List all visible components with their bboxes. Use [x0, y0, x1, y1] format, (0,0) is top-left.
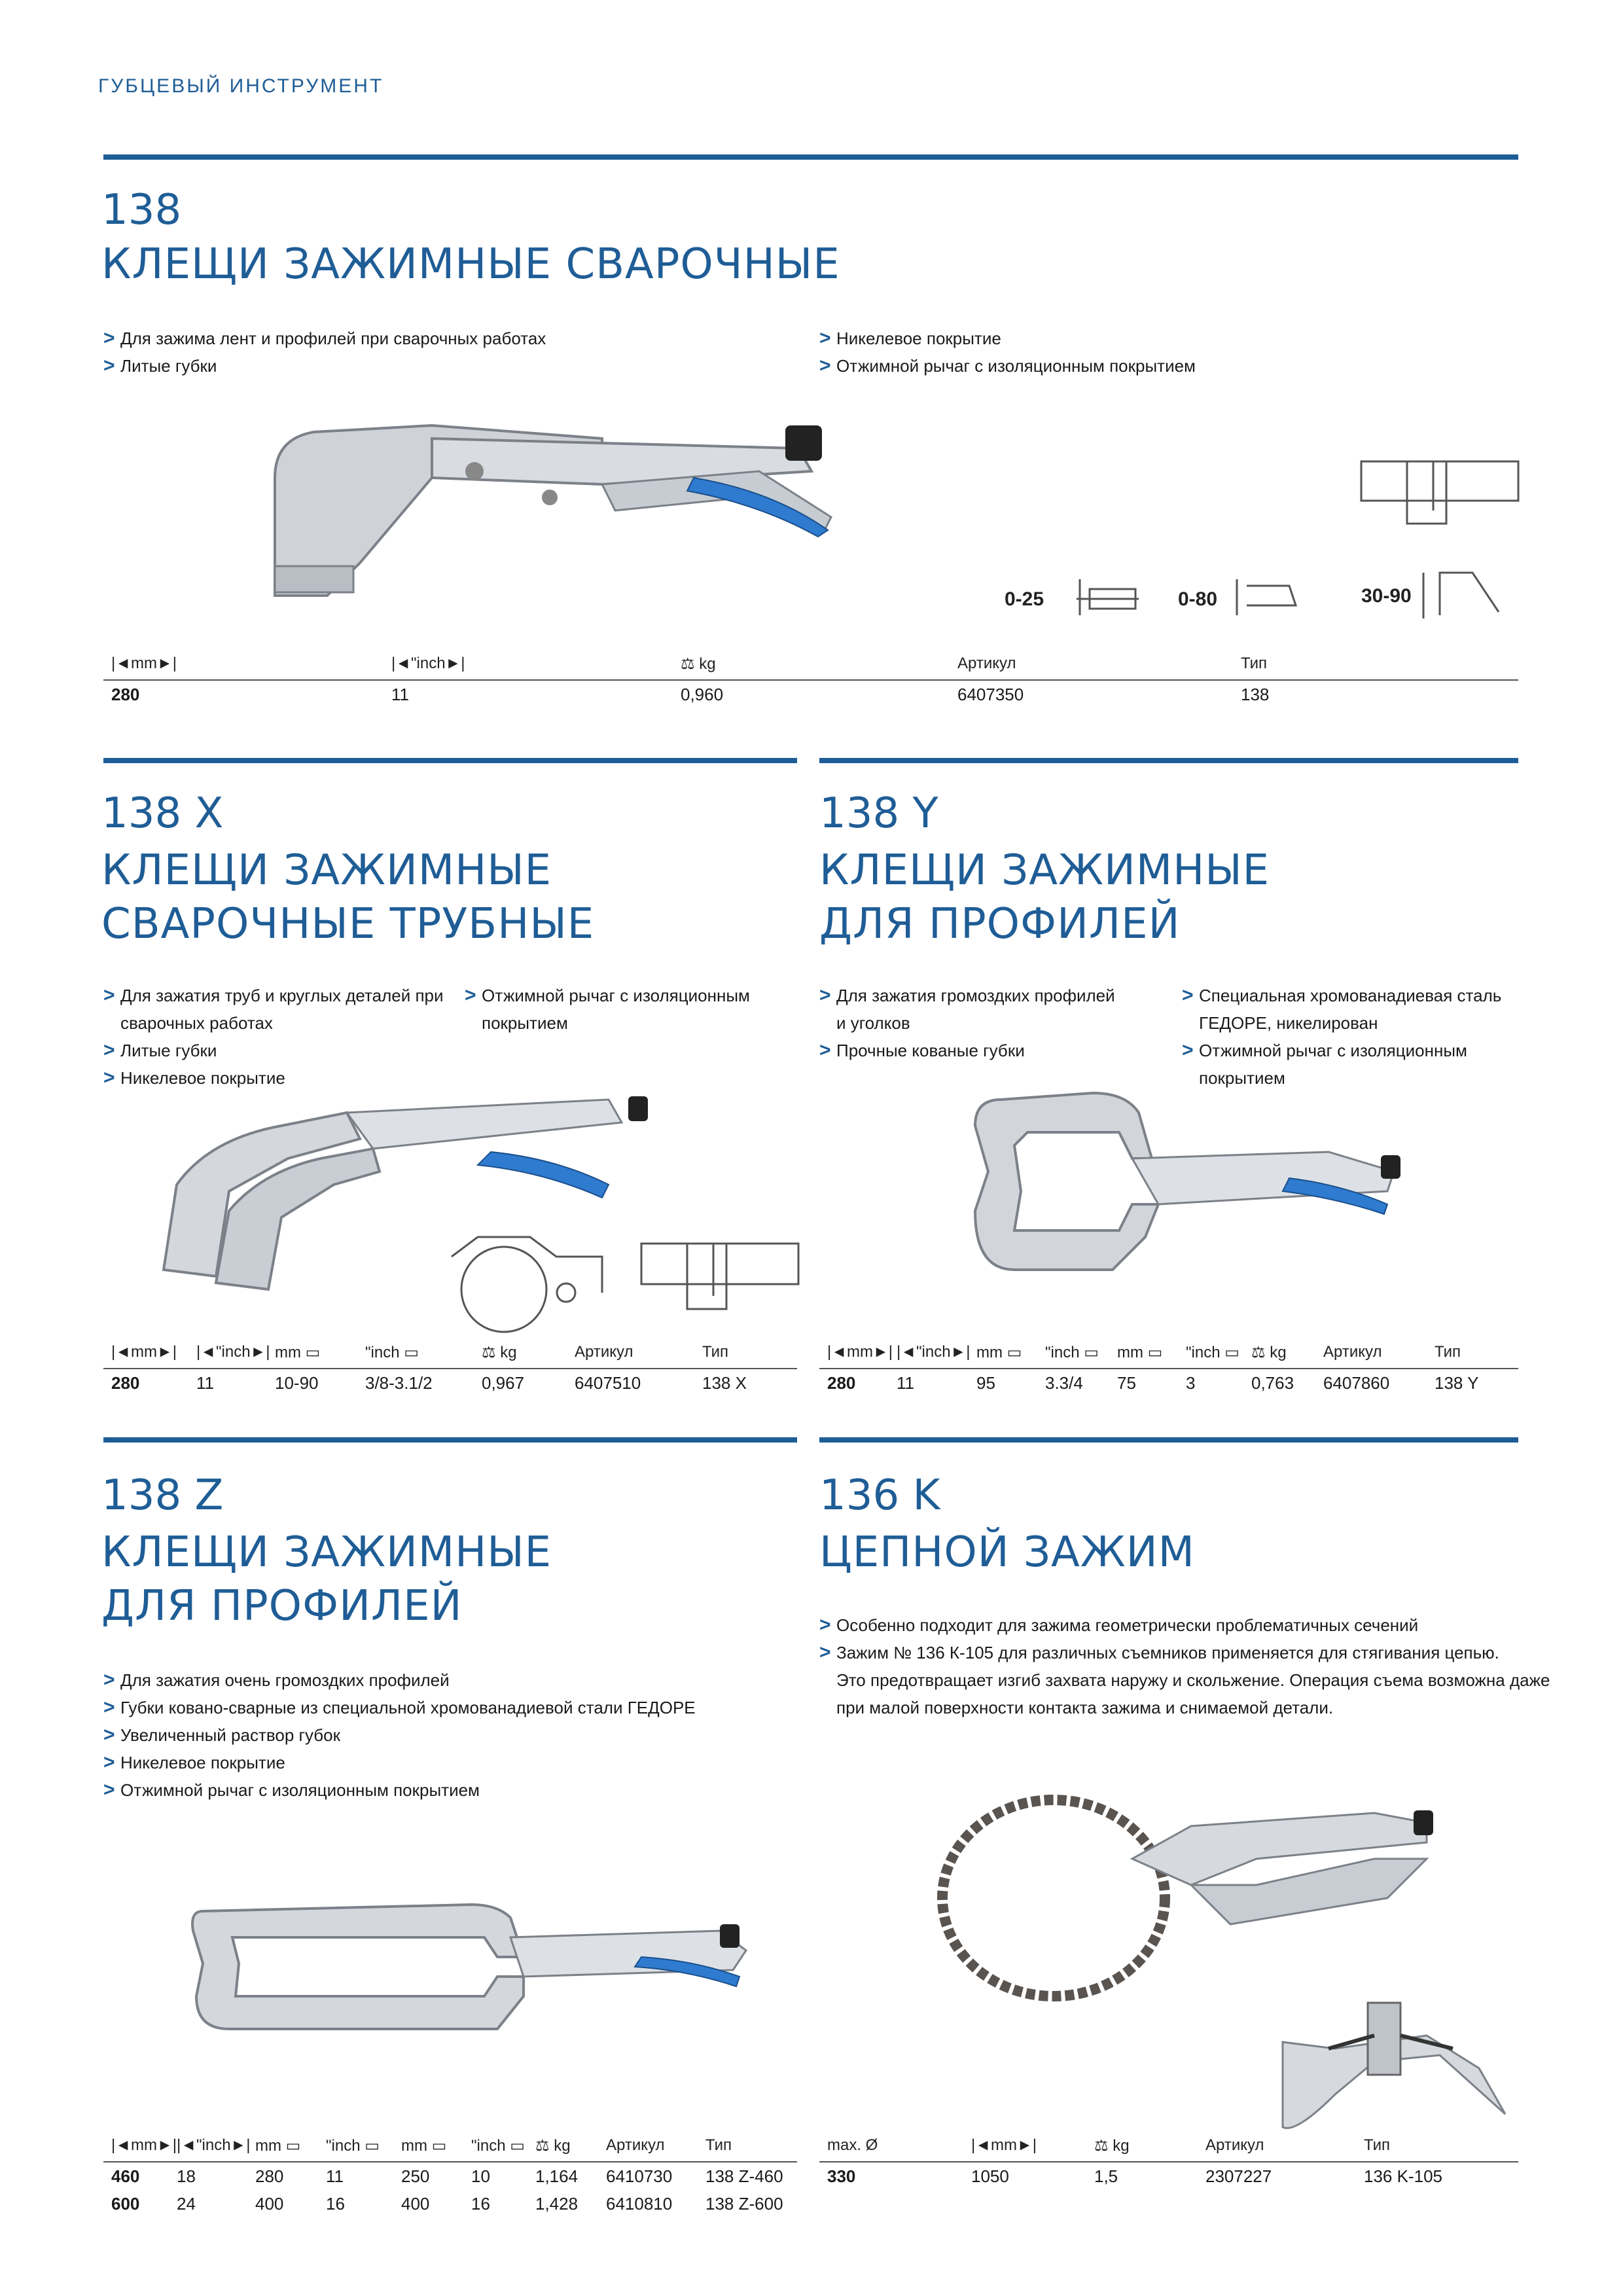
cell-article: 6410730: [606, 2166, 673, 2186]
cell-type: 138 X: [702, 1373, 747, 1393]
feature-list-left: [103, 325, 546, 380]
jaw-opening-inch-icon: "inch ▭: [365, 1344, 419, 1361]
product-title: ДЛЯ ПРОФИЛЕЙ: [819, 900, 1181, 948]
header-inch: |◄"inch►|: [177, 2136, 251, 2154]
feature-item: покрытием: [482, 1013, 568, 1033]
jaw-depth-inch-icon: "inch ▭: [1045, 1344, 1099, 1361]
cell-depth-inch: 16: [326, 2194, 345, 2214]
cell-depth-inch: 11: [326, 2166, 344, 2186]
jaw-diagrams: [988, 452, 1525, 628]
feature-list-left: [103, 982, 444, 1092]
header-mm: |◄mm►|: [827, 1343, 893, 1361]
cell-weight: 0,763: [1251, 1373, 1294, 1393]
category-label: ГУБЦЕВЫЙ ИНСТРУМЕНТ: [98, 75, 384, 97]
feature-item: при малой поверхности контакта зажима и снимаемой детали.: [836, 1698, 1334, 1717]
cell-length-mm: 460: [111, 2166, 140, 2186]
cell-max-diameter: 330: [827, 2166, 856, 2186]
feature-item: > Никелевое покрытие: [819, 325, 1196, 352]
feature-item: > Губки ковано-сварные из специальной хромованадиевой стали ГЕДОРЕ: [103, 1694, 696, 1721]
product-code: 138 X: [101, 789, 224, 838]
cell-length-inch: 11: [897, 1373, 914, 1393]
feature-item: > Зажим № 136 К-105 для различных съемников применяется для стягивания цепью.: [819, 1639, 1550, 1666]
cell-length-inch: 11: [391, 685, 409, 704]
product-code: 138: [101, 186, 182, 234]
cell-length-inch: 18: [177, 2166, 196, 2186]
jaw-opening-mm-icon: mm ▭: [401, 2137, 447, 2155]
spec-table: [819, 1343, 1518, 1395]
feature-item: > Для зажатия громоздких профилей: [819, 982, 1115, 1009]
section-divider: [819, 758, 1518, 763]
cell-depth-inch: 3.3/4: [1045, 1373, 1083, 1393]
dim-label: 0-25: [1005, 588, 1044, 610]
cell-length-mm: 280: [111, 685, 140, 704]
table-divider: [103, 1368, 797, 1369]
cell-article: 6407510: [575, 1373, 641, 1393]
top-divider: [103, 154, 1518, 160]
table-divider: [103, 679, 1518, 681]
weight-icon: ⚖ kg: [482, 1344, 517, 1361]
jaw-depth-mm-icon: mm ▭: [976, 1344, 1022, 1361]
cell-weight: 0,960: [681, 685, 724, 704]
weight-icon: ⚖ kg: [1251, 1344, 1287, 1361]
cell-type: 138: [1241, 685, 1270, 704]
table-divider: [819, 1368, 1518, 1369]
cell-length-inch: 24: [177, 2194, 196, 2214]
header-article: Артикул: [957, 655, 1016, 672]
product-title: КЛЕЩИ ЗАЖИМНЫЕ СВАРОЧНЫЕ: [101, 240, 840, 289]
cell-opening-inch: 3/8-3.1/2: [365, 1373, 433, 1393]
feature-item: > Никелевое покрытие: [103, 1749, 696, 1776]
feature-item: > Особенно подходит для зажима геометрически проблематичных сечений: [819, 1611, 1550, 1639]
cell-length-mm: 280: [827, 1373, 856, 1393]
product-title: ЦЕПНОЙ ЗАЖИМ: [819, 1528, 1195, 1577]
feature-item: и уголков: [836, 1013, 910, 1033]
cell-type: 138 Z-460: [705, 2166, 783, 2186]
cell-article: 6407350: [957, 685, 1024, 704]
header-article: Артикул: [575, 1343, 633, 1361]
feature-list-right: [465, 982, 750, 1037]
header-article: Артикул: [606, 2136, 665, 2154]
feature-item: > Отжимной рычаг с изоляционным: [1182, 1037, 1501, 1064]
section-divider: [103, 1437, 797, 1443]
feature-item: > Увеличенный раствор губок: [103, 1721, 696, 1749]
feature-item: > Для зажатия труб и круглых деталей при: [103, 982, 444, 1009]
feature-item: покрытием: [1199, 1068, 1285, 1088]
cell-opening-mm: 75: [1117, 1373, 1136, 1393]
spec-table: [819, 2136, 1518, 2189]
cell-weight: 0,967: [482, 1373, 525, 1393]
weight-icon: ⚖ kg: [535, 2137, 571, 2155]
dim-label: 0-80: [1178, 588, 1218, 610]
cell-type: 136 K-105: [1364, 2166, 1442, 2186]
spec-table: [103, 2136, 797, 2221]
jaw-depth-mm-icon: mm ▭: [255, 2137, 301, 2155]
feature-item: > Никелевое покрытие: [103, 1064, 444, 1092]
jaw-opening-mm-icon: mm ▭: [275, 1344, 321, 1361]
cell-opening-inch: 3: [1186, 1373, 1196, 1393]
cell-length-mm: 600: [111, 2194, 140, 2214]
feature-item: > Литые губки: [103, 1037, 444, 1064]
header-mm: |◄mm►|: [111, 655, 177, 672]
cell-opening-mm: 10-90: [275, 1373, 319, 1393]
product-code: 138 Z: [101, 1471, 224, 1520]
cell-depth-mm: 280: [255, 2166, 284, 2186]
chain-clamp-image: [916, 1787, 1518, 2153]
welding-clamp-image: [236, 399, 877, 622]
cell-depth-mm: 95: [976, 1373, 995, 1393]
jaw-opening-mm-icon: mm ▭: [1117, 1344, 1163, 1361]
dim-label: 30-90: [1361, 585, 1412, 607]
header-max-diameter: max. Ø: [827, 2136, 878, 2154]
table-divider: [103, 2161, 797, 2162]
feature-item: > Отжимной рычаг с изоляционным: [465, 982, 750, 1009]
cell-type: 138 Z-600: [705, 2194, 783, 2214]
header-article: Артикул: [1205, 2136, 1264, 2154]
header-mm: |◄mm►|: [111, 1343, 177, 1361]
cell-article: 6407860: [1323, 1373, 1390, 1393]
cell-type: 138 Y: [1435, 1373, 1479, 1393]
feature-list-left: [819, 982, 1115, 1064]
product-title: КЛЕЩИ ЗАЖИМНЫЕ: [819, 846, 1270, 895]
cell-length-mm: 1050: [971, 2166, 1009, 2186]
jaw-depth-inch-icon: "inch ▭: [326, 2137, 380, 2155]
header-mm: |◄mm►|: [971, 2136, 1037, 2154]
feature-list: [103, 1666, 696, 1804]
cell-opening-mm: 400: [401, 2194, 430, 2214]
cell-opening-mm: 250: [401, 2166, 430, 2186]
header-type: Тип: [705, 2136, 732, 2154]
header-type: Тип: [1435, 1343, 1461, 1361]
weight-icon: ⚖ kg: [681, 655, 716, 673]
feature-item: > Литые губки: [103, 352, 546, 380]
spec-table: [103, 655, 1518, 707]
feature-item: > Отжимной рычаг с изоляционным покрытием: [819, 352, 1196, 380]
header-inch: |◄"inch►|: [196, 1343, 270, 1361]
spec-table: [103, 1343, 797, 1395]
feature-item: > Специальная хромованадиевая сталь: [1182, 982, 1501, 1009]
feature-item: > Для зажатия очень громоздких профилей: [103, 1666, 696, 1694]
product-title: ДЛЯ ПРОФИЛЕЙ: [101, 1582, 463, 1630]
cell-weight: 1,5: [1094, 2166, 1118, 2186]
header-inch: |◄"inch►|: [391, 655, 465, 672]
product-title: КЛЕЩИ ЗАЖИМНЫЕ: [101, 846, 552, 895]
jaw-opening-inch-icon: "inch ▭: [1186, 1344, 1240, 1361]
cell-article: 6410810: [606, 2194, 673, 2214]
feature-item: ГЕДОРЕ, никелирован: [1199, 1013, 1378, 1033]
feature-list-right: [819, 325, 1196, 380]
product-code: 138 Y: [819, 789, 938, 838]
table-divider: [819, 2161, 1518, 2162]
cell-weight: 1,164: [535, 2166, 579, 2186]
product-title: КЛЕЩИ ЗАЖИМНЫЕ: [101, 1528, 552, 1577]
large-profile-clamp-image: [183, 1878, 772, 2062]
header-type: Тип: [702, 1343, 729, 1361]
feature-item: > Для зажима лент и профилей при сварочных работах: [103, 325, 546, 352]
cell-article: 2307227: [1205, 2166, 1272, 2186]
weight-icon: ⚖ kg: [1094, 2137, 1130, 2155]
profile-clamp-image: [962, 1073, 1420, 1289]
cell-opening-inch: 10: [471, 2166, 490, 2186]
jaw-opening-inch-icon: "inch ▭: [471, 2137, 525, 2155]
cell-depth-mm: 400: [255, 2194, 284, 2214]
pipe-jaw-diagram: [438, 1230, 805, 1342]
feature-item: сварочных работах: [120, 1013, 273, 1033]
product-title: СВАРОЧНЫЕ ТРУБНЫЕ: [101, 900, 595, 948]
cell-length-mm: 280: [111, 1373, 140, 1393]
header-article: Артикул: [1323, 1343, 1382, 1361]
feature-list: [819, 1611, 1550, 1721]
feature-item: > Прочные кованые губки: [819, 1037, 1115, 1064]
cell-opening-inch: 16: [471, 2194, 490, 2214]
header-mm: |◄mm►|: [111, 2136, 177, 2154]
header-type: Тип: [1364, 2136, 1391, 2154]
feature-item: Это предотвращает изгиб захвата наружу и скольжение. Операция съема возможна даже: [836, 1670, 1550, 1690]
product-code: 136 K: [819, 1471, 940, 1520]
section-divider: [103, 758, 797, 763]
section-divider: [819, 1437, 1518, 1443]
feature-item: > Отжимной рычаг с изоляционным покрытием: [103, 1776, 696, 1804]
cell-length-inch: 11: [196, 1373, 214, 1393]
header-inch: |◄"inch►|: [897, 1343, 971, 1361]
header-type: Тип: [1241, 655, 1268, 672]
cell-weight: 1,428: [535, 2194, 579, 2214]
